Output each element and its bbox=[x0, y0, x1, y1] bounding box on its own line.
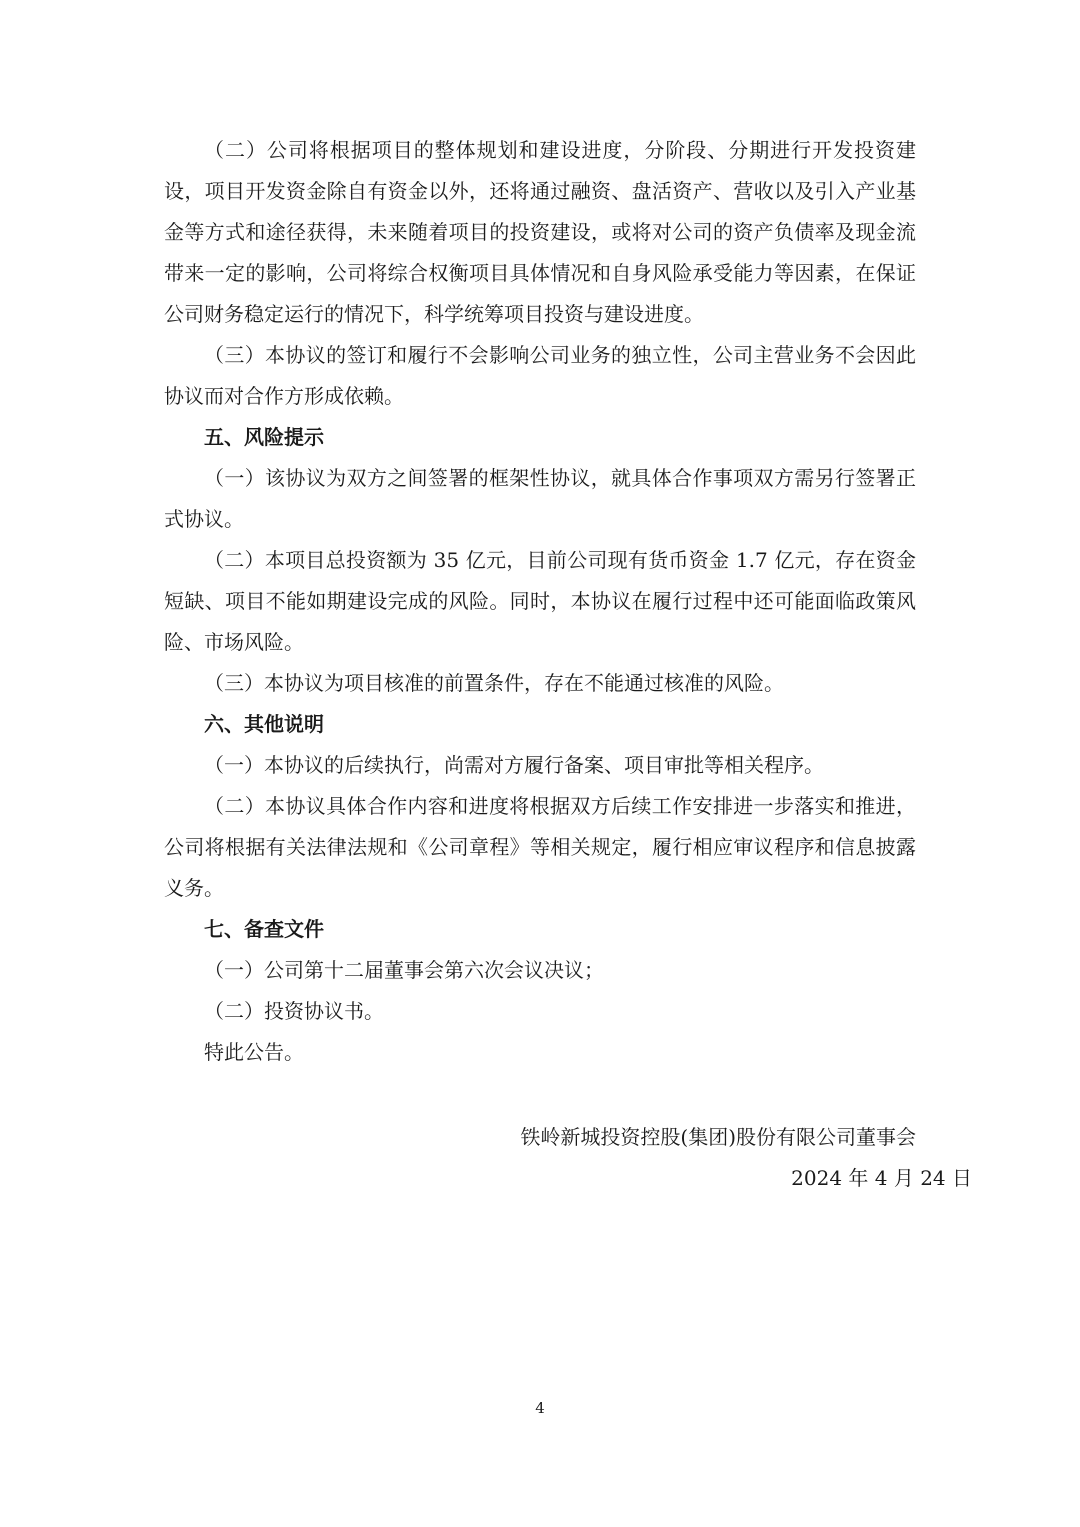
paragraph-other-procedure: （一）本协议的后续执行，尚需对方履行备案、项目审批等相关程序。 bbox=[204, 753, 824, 777]
paragraph-other-disclosure: （二）本协议具体合作内容和进度将根据双方后续工作安排进一步落实和推进，公司将根据有关法律法规和《公司章程》等相关规定，履行相应审议程序和信息披露义务。 bbox=[164, 794, 916, 900]
section-heading-risk: 五、风险提示 bbox=[204, 425, 324, 449]
section-heading-documents: 七、备查文件 bbox=[204, 917, 324, 941]
paragraph-risk-approval: （三）本协议为项目核准的前置条件，存在不能通过核准的风险。 bbox=[204, 671, 784, 695]
page-number: 4 bbox=[535, 1399, 545, 1417]
paragraph-risk-funding: （二）本项目总投资额为 35 亿元，目前公司现有货币资金 1.7 亿元，存在资金短缺、项目不能如期建设完成的风险。同时，本协议在履行过程中还可能面临政策风险、市场风险。 bbox=[164, 548, 916, 654]
section-heading-other: 六、其他说明 bbox=[204, 712, 324, 736]
paragraph-independence: （三）本协议的签订和履行不会影响公司业务的独立性，公司主营业务不会因此协议而对合作方形成依赖。 bbox=[164, 343, 916, 408]
paragraph-investment-funding: （二）公司将根据项目的整体规划和建设进度，分阶段、分期进行开发投资建设，项目开发资金除自有资金以外，还将通过融资、盘活资产、营收以及引入产业基金等方式和途径获得，未来随着项目的投资建设，或将对公司的资产负债率及现金流带来一定的影响，公司将综合权衡项目具体情况和自身风险承受能力等因素，在保证公司财务稳定运行的情况下，科学统筹项目投资与建设进度。 bbox=[164, 138, 916, 326]
signature-organization: 铁岭新城投资控股(集团)股份有限公司董事会 bbox=[520, 1125, 916, 1149]
document-body bbox=[164, 130, 916, 1073]
paragraph-announcement-close: 特此公告。 bbox=[204, 1040, 304, 1064]
paragraph-risk-framework: （一）该协议为双方之间签署的框架性协议，就具体合作事项双方需另行签署正式协议。 bbox=[164, 466, 916, 531]
signature-date: 2024 年 4 月 24 日 bbox=[791, 1166, 972, 1190]
paragraph-document-agreement: （二）投资协议书。 bbox=[204, 999, 384, 1023]
paragraph-document-resolution: （一）公司第十二届董事会第六次会议决议； bbox=[204, 958, 604, 982]
